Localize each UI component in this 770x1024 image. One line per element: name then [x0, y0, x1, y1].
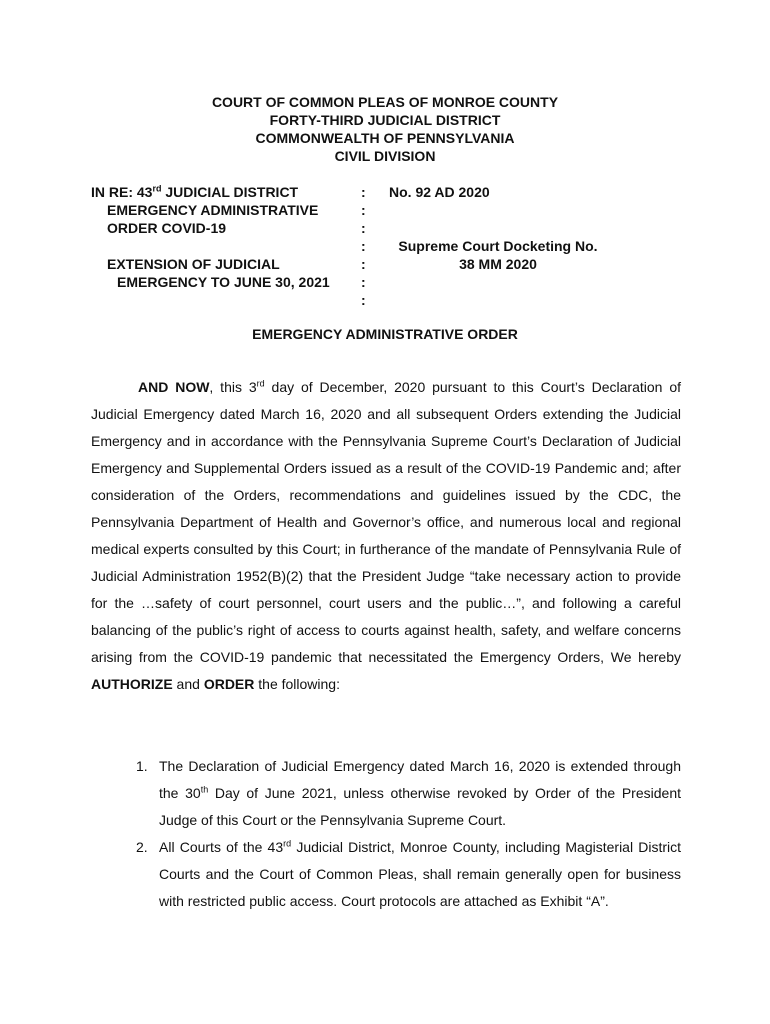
caption-colons	[361, 183, 373, 309]
colon: :	[361, 256, 366, 272]
court-header	[0, 93, 770, 165]
case-numbers	[389, 183, 619, 273]
order-title: EMERGENCY ADMINISTRATIVE ORDER	[252, 326, 518, 342]
colon: :	[361, 238, 366, 254]
colon: :	[361, 292, 366, 308]
item-number: 2.	[136, 839, 148, 855]
docket-label: Supreme Court Docketing No.	[398, 238, 598, 254]
division-name: CIVIL DIVISION	[334, 148, 436, 164]
item-number: 1.	[136, 758, 148, 774]
caption-line: EMERGENCY ADMINISTRATIVE	[107, 202, 319, 218]
order-items	[91, 753, 681, 915]
colon: :	[361, 184, 366, 200]
list-item: 2. All Courts of the 43rd Judicial District, Monroe County, including Magisterial District Courts and the Court of Common Pleas, shall remain generally open for business with restricted public access. Court protocols are attached as Exhibit “A”.	[91, 834, 681, 915]
colon: :	[361, 220, 366, 236]
colon: :	[361, 274, 366, 290]
list-item: 1. The Declaration of Judicial Emergency dated March 16, 2020 is extended through the 30th Day of June 2021, unless otherwise revoked by Order of the President Judge of this Court or the Pennsylvania Supreme Court.	[91, 753, 681, 834]
caption-line: ORDER COVID-19	[107, 220, 227, 236]
caption-line: EMERGENCY TO JUNE 30, 2021	[117, 274, 330, 290]
district-name: FORTY-THIRD JUDICIAL DISTRICT	[269, 112, 501, 128]
order-body: AND NOW, this 3rd day of December, 2020 pursuant to this Court’s Declaration of Judicial Emergency dated March 16, 2020 and all subsequent Orders extending the Judicial Emergency and in accordance with the Pennsylvania Supreme Court’s Declaration of Judicial Emergency and Supplemental Orders issued as a result of the COVID-19 Pandemic and; after consideration of the Orders, recommendations and guidelines issued by the CDC, the Pennsylvania Department of Health and Governor’s office, and numerous local and regional medical experts consulted by this Court; in furtherance of the mandate of Pennsylvania Rule of Judicial Administration 1952(B)(2) that the President Judge “take necessary action to provide for the …safety of court personnel, court users and the public…”, and following a careful balancing of the public’s right of access to courts against health, safety, and welfare concerns arising from the COVID-19 pandemic that necessitated the Emergency Orders, We hereby AUTHORIZE and ORDER the following:	[91, 378, 681, 692]
case-caption	[91, 183, 353, 291]
case-number: No. 92 AD 2020	[389, 184, 490, 200]
caption-line: EXTENSION OF JUDICIAL	[107, 256, 280, 272]
colon: :	[361, 202, 366, 218]
commonwealth-name: COMMONWEALTH OF PENNSYLVANIA	[255, 130, 515, 146]
caption-in-re: IN RE: 43rd JUDICIAL DISTRICT	[91, 183, 299, 200]
court-name: COURT OF COMMON PLEAS OF MONROE COUNTY	[211, 94, 559, 110]
docket-number: 38 MM 2020	[459, 256, 537, 272]
